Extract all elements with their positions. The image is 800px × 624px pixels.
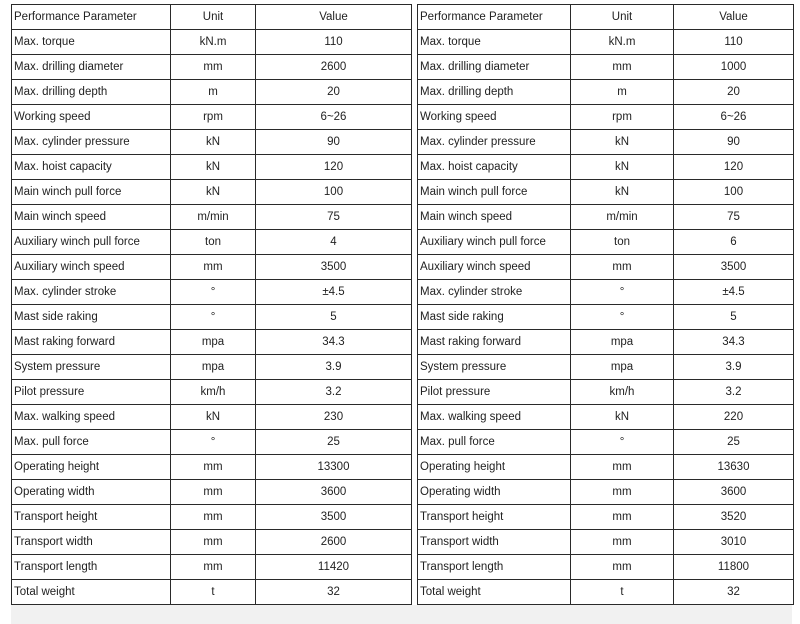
header-value: Value (256, 5, 412, 30)
table-row (12, 355, 412, 380)
table-row (418, 30, 794, 55)
unit-cell: rpm (171, 105, 256, 130)
parameter-cell: Transport height (418, 505, 571, 530)
parameter-cell: Mast side raking (418, 305, 571, 330)
parameter-cell: Transport height (12, 505, 171, 530)
value-cell: 3500 (256, 505, 412, 530)
parameter-cell: Mast raking forward (12, 330, 171, 355)
value-cell: 3520 (674, 505, 794, 530)
value-cell: 5 (256, 305, 412, 330)
unit-cell: kN (171, 155, 256, 180)
parameter-cell: Operating width (12, 480, 171, 505)
table-row (418, 230, 794, 255)
table-row (12, 280, 412, 305)
unit-cell: mm (571, 505, 674, 530)
value-cell: 75 (674, 205, 794, 230)
table-row (12, 80, 412, 105)
value-cell: ±4.5 (256, 280, 412, 305)
parameter-cell: Main winch pull force (12, 180, 171, 205)
table-row (12, 230, 412, 255)
value-cell: 3.9 (256, 355, 412, 380)
parameter-cell: Transport width (418, 530, 571, 555)
table-row (418, 205, 794, 230)
parameter-cell: Working speed (418, 105, 571, 130)
table-row (418, 530, 794, 555)
value-cell: 110 (256, 30, 412, 55)
value-cell: 2600 (256, 55, 412, 80)
value-cell: 3.9 (674, 355, 794, 380)
unit-cell: mpa (571, 355, 674, 380)
unit-cell: kN (171, 180, 256, 205)
value-cell: 11420 (256, 555, 412, 580)
footer-bar (11, 605, 792, 624)
value-cell: 90 (256, 130, 412, 155)
table-row (12, 455, 412, 480)
value-cell: 3500 (674, 255, 794, 280)
unit-cell: mm (171, 55, 256, 80)
value-cell: ±4.5 (674, 280, 794, 305)
table-row (418, 380, 794, 405)
table-header-row (12, 5, 412, 30)
table-row (418, 580, 794, 605)
table-row (12, 30, 412, 55)
parameter-cell: Mast raking forward (418, 330, 571, 355)
table-row (418, 80, 794, 105)
unit-cell: ton (571, 230, 674, 255)
unit-cell: kN (571, 180, 674, 205)
spec-table-left (11, 4, 412, 605)
table-row (418, 105, 794, 130)
unit-cell: mpa (571, 330, 674, 355)
value-cell: 34.3 (256, 330, 412, 355)
table-row (418, 555, 794, 580)
unit-cell: ° (571, 280, 674, 305)
parameter-cell: Pilot pressure (418, 380, 571, 405)
table-row (12, 180, 412, 205)
value-cell: 20 (674, 80, 794, 105)
unit-cell: ° (571, 430, 674, 455)
parameter-cell: Max. walking speed (418, 405, 571, 430)
unit-cell: mpa (171, 330, 256, 355)
value-cell: 25 (674, 430, 794, 455)
unit-cell: mm (571, 255, 674, 280)
header-unit: Unit (171, 5, 256, 30)
table-row (418, 130, 794, 155)
parameter-cell: Mast side raking (12, 305, 171, 330)
spec-table-right (417, 4, 794, 605)
unit-cell: kN (571, 155, 674, 180)
parameter-cell: Main winch pull force (418, 180, 571, 205)
parameter-cell: Max. hoist capacity (418, 155, 571, 180)
parameter-cell: System pressure (418, 355, 571, 380)
parameter-cell: Main winch speed (418, 205, 571, 230)
parameter-cell: Auxiliary winch pull force (418, 230, 571, 255)
unit-cell: km/h (571, 380, 674, 405)
table-row (418, 480, 794, 505)
table-row (12, 330, 412, 355)
table-row (418, 55, 794, 80)
table-row (12, 205, 412, 230)
value-cell: 6~26 (674, 105, 794, 130)
parameter-cell: Transport width (12, 530, 171, 555)
value-cell: 3.2 (674, 380, 794, 405)
unit-cell: ° (571, 305, 674, 330)
table-row (418, 405, 794, 430)
unit-cell: m (571, 80, 674, 105)
table-body (12, 30, 412, 605)
value-cell: 4 (256, 230, 412, 255)
parameter-cell: Auxiliary winch speed (418, 255, 571, 280)
value-cell: 13630 (674, 455, 794, 480)
value-cell: 25 (256, 430, 412, 455)
value-cell: 90 (674, 130, 794, 155)
parameter-cell: Pilot pressure (12, 380, 171, 405)
table-row (12, 580, 412, 605)
table-row (418, 430, 794, 455)
parameter-cell: Max. pull force (12, 430, 171, 455)
value-cell: 6~26 (256, 105, 412, 130)
unit-cell: mm (571, 455, 674, 480)
table-row (12, 480, 412, 505)
value-cell: 1000 (674, 55, 794, 80)
parameter-cell: Max. cylinder pressure (418, 130, 571, 155)
table-row (12, 380, 412, 405)
table-row (418, 355, 794, 380)
parameter-cell: Operating width (418, 480, 571, 505)
spec-tables (11, 4, 792, 605)
parameter-cell: Max. walking speed (12, 405, 171, 430)
value-cell: 6 (674, 230, 794, 255)
unit-cell: m/min (571, 205, 674, 230)
table-row (12, 555, 412, 580)
parameter-cell: Max. drilling depth (418, 80, 571, 105)
unit-cell: mm (171, 530, 256, 555)
table-row (12, 405, 412, 430)
unit-cell: kN (571, 405, 674, 430)
header-parameter: Performance Parameter (12, 5, 171, 30)
unit-cell: mm (171, 480, 256, 505)
value-cell: 32 (256, 580, 412, 605)
unit-cell: t (571, 580, 674, 605)
unit-cell: mm (171, 455, 256, 480)
table-row (418, 305, 794, 330)
table-row (418, 280, 794, 305)
table-row (12, 105, 412, 130)
value-cell: 2600 (256, 530, 412, 555)
table-row (418, 155, 794, 180)
table-row (418, 180, 794, 205)
unit-cell: kN (171, 130, 256, 155)
unit-cell: kN (571, 130, 674, 155)
value-cell: 3600 (674, 480, 794, 505)
table-row (418, 505, 794, 530)
unit-cell: m (171, 80, 256, 105)
value-cell: 110 (674, 30, 794, 55)
value-cell: 3010 (674, 530, 794, 555)
unit-cell: mm (571, 555, 674, 580)
parameter-cell: Max. drilling diameter (418, 55, 571, 80)
table-header-row (418, 5, 794, 30)
unit-cell: kN.m (171, 30, 256, 55)
unit-cell: ° (171, 280, 256, 305)
value-cell: 3.2 (256, 380, 412, 405)
parameter-cell: Max. drilling depth (12, 80, 171, 105)
unit-cell: m/min (171, 205, 256, 230)
table-row (12, 305, 412, 330)
unit-cell: ° (171, 430, 256, 455)
value-cell: 100 (256, 180, 412, 205)
table-row (12, 255, 412, 280)
unit-cell: rpm (571, 105, 674, 130)
parameter-cell: Transport length (418, 555, 571, 580)
parameter-cell: Max. pull force (418, 430, 571, 455)
value-cell: 5 (674, 305, 794, 330)
value-cell: 13300 (256, 455, 412, 480)
value-cell: 32 (674, 580, 794, 605)
unit-cell: mm (171, 555, 256, 580)
parameter-cell: System pressure (12, 355, 171, 380)
unit-cell: mm (571, 55, 674, 80)
unit-cell: km/h (171, 380, 256, 405)
table-row (418, 330, 794, 355)
value-cell: 120 (256, 155, 412, 180)
parameter-cell: Operating height (418, 455, 571, 480)
value-cell: 220 (674, 405, 794, 430)
unit-cell: mpa (171, 355, 256, 380)
unit-cell: mm (571, 530, 674, 555)
table-row (12, 505, 412, 530)
header-parameter: Performance Parameter (418, 5, 571, 30)
value-cell: 75 (256, 205, 412, 230)
parameter-cell: Total weight (418, 580, 571, 605)
value-cell: 34.3 (674, 330, 794, 355)
table-row (12, 155, 412, 180)
unit-cell: mm (171, 505, 256, 530)
table-row (418, 455, 794, 480)
table-row (12, 130, 412, 155)
table-row (12, 530, 412, 555)
parameter-cell: Max. torque (418, 30, 571, 55)
parameter-cell: Transport length (12, 555, 171, 580)
parameter-cell: Max. cylinder stroke (418, 280, 571, 305)
parameter-cell: Max. torque (12, 30, 171, 55)
parameter-cell: Operating height (12, 455, 171, 480)
parameter-cell: Total weight (12, 580, 171, 605)
unit-cell: mm (171, 255, 256, 280)
table-row (418, 255, 794, 280)
value-cell: 230 (256, 405, 412, 430)
parameter-cell: Auxiliary winch pull force (12, 230, 171, 255)
parameter-cell: Working speed (12, 105, 171, 130)
table-row (12, 55, 412, 80)
unit-cell: mm (571, 480, 674, 505)
unit-cell: kN.m (571, 30, 674, 55)
unit-cell: t (171, 580, 256, 605)
parameter-cell: Max. hoist capacity (12, 155, 171, 180)
value-cell: 3500 (256, 255, 412, 280)
value-cell: 100 (674, 180, 794, 205)
unit-cell: ° (171, 305, 256, 330)
parameter-cell: Main winch speed (12, 205, 171, 230)
table-body (418, 30, 794, 605)
parameter-cell: Max. cylinder pressure (12, 130, 171, 155)
table-row (12, 430, 412, 455)
header-value: Value (674, 5, 794, 30)
unit-cell: kN (171, 405, 256, 430)
value-cell: 3600 (256, 480, 412, 505)
parameter-cell: Max. cylinder stroke (12, 280, 171, 305)
unit-cell: ton (171, 230, 256, 255)
header-unit: Unit (571, 5, 674, 30)
parameter-cell: Max. drilling diameter (12, 55, 171, 80)
value-cell: 11800 (674, 555, 794, 580)
parameter-cell: Auxiliary winch speed (12, 255, 171, 280)
value-cell: 20 (256, 80, 412, 105)
value-cell: 120 (674, 155, 794, 180)
